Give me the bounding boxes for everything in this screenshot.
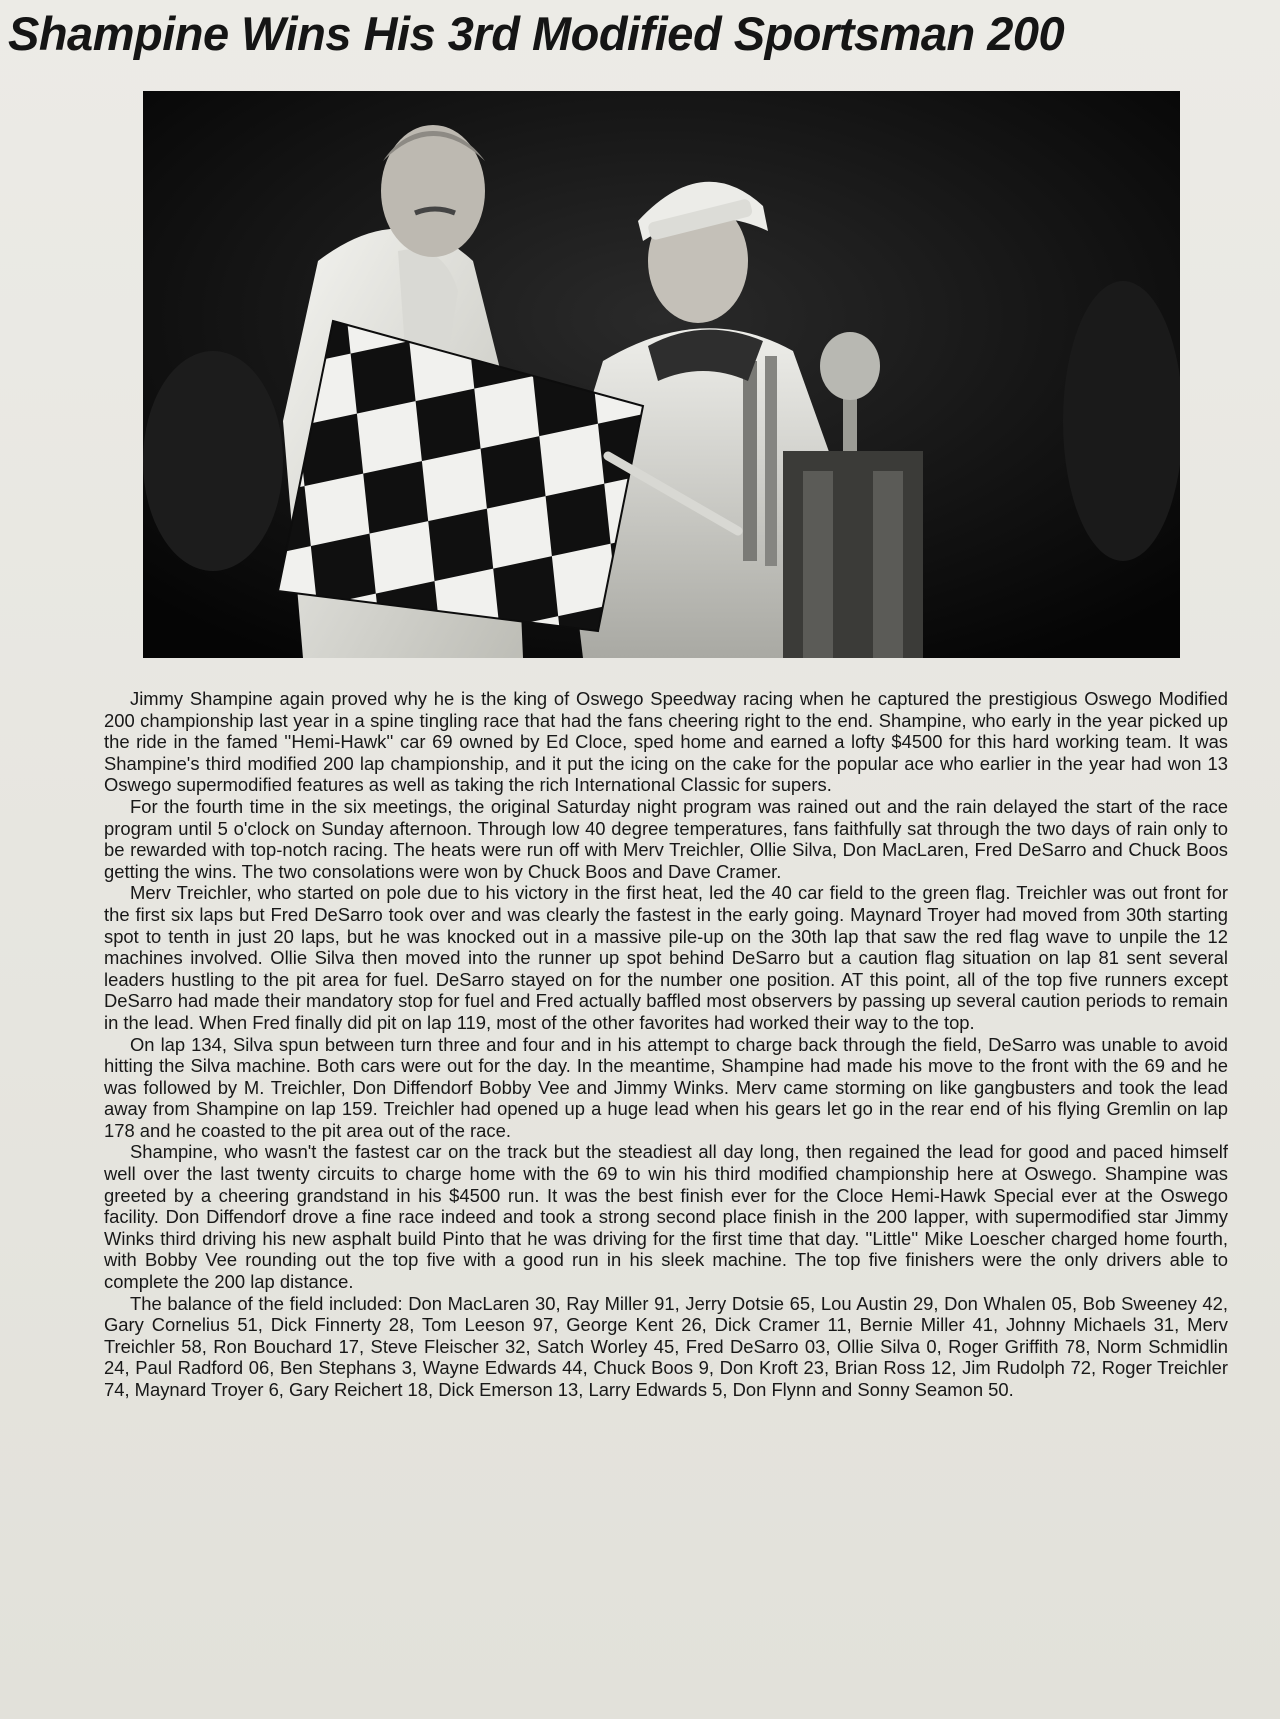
bleed-through-texture: [1220, 440, 1225, 460]
race-winner-photo: [143, 91, 1180, 658]
article-paragraph: Merv Treichler, who started on pole due to his victory in the first heat, led the 40 car field to the green flag. Treichler was out front for the first six laps but Fred DeSarro took over and was clearly the fastest in the early going. Maynard Troyer had moved from 30th starting spot to tenth in just 20 laps, but he was knocked out in a massive pile-up on the 30th lap that saw the red flag wave to unpile the 12 machines involved. Ollie Silva then moved into the runner up spot behind DeSarro but a caution flag situation on lap 81 sent several leaders hustling to the pit area for fuel. DeSarro stayed on for the number one position. AT this point, all of the top five runners except DeSarro had made their mandatory stop for fuel and Fred actually baffled most observers by passing up several caution periods to remain in the lead. When Fred finally did pit on lap 119, most of the other favorites had worked their way to the top.: [104, 882, 1228, 1033]
article-paragraph: The balance of the field included: Don MacLaren 30, Ray Miller 91, Jerry Dotsie 65, Lou Austin 29, Don Whalen 05, Bob Sweeney 42, Gary Cornelius 51, Dick Finnerty 28, Tom Leeson 97, George Kent 26, Dick Cramer 11, Bernie Miller 41, Johnny Michaels 31, Merv Treichler 58, Ron Bouchard 17, Steve Fleischer 32, Satch Worley 45, Fred DeSarro 03, Ollie Silva 0, Roger Griffith 78, Norm Schmidlin 24, Paul Radford 06, Ben Stephans 3, Wayne Edwards 44, Chuck Boos 9, Don Kroft 23, Brian Ross 12, Jim Rudolph 72, Roger Treichler 74, Maynard Troyer 6, Gary Reichert 18, Dick Emerson 13, Larry Edwards 5, Don Flynn and Sonny Seamon 50.: [104, 1292, 1228, 1400]
article-paragraph: Shampine, who wasn't the fastest car on the track but the steadiest all day long, then regained the lead for good and paced himself well over the last twenty circuits to charge home with the 69 to win his third modified championship here at Oswego. Shampine was greeted by a cheering grandstand in his $4500 run. It was the best finish ever for the Cloce Hemi-Hawk Special ever at the Oswego facility. Don Diffendorf drove a fine race indeed and took a strong second place finish in the 200 lapper, with supermodified star Jimmy Winks third driving his new asphalt build Pinto that he was driving for the first time that day. ''Little'' Mike Loescher charged home fourth, with Bobby Vee rounding out the top five with a good run in his sleek machine. The top five finishers were the only drivers able to complete the 200 lap distance.: [104, 1141, 1228, 1293]
article-body: [104, 688, 1228, 1401]
article-paragraph: Jimmy Shampine again proved why he is the king of Oswego Speedway racing when he captured the prestigious Oswego Modified 200 championship last year in a spine tingling race that had the fans cheering right to the end. Shampine, who early in the year picked up the ride in the famed ''Hemi-Hawk'' car 69 owned by Ed Cloce, sped home and earned a lofty $4500 for this hard working team. It was Shampine's third modified 200 lap championship, and it put the icing on the cake for the popular ace who earlier in the year had won 13 Oswego supermodified features as well as taking the rich International Classic for supers.: [104, 688, 1228, 796]
article-paragraph: On lap 134, Silva spun between turn three and four and in his attempt to charge back through the field, DeSarro was unable to avoid hitting the Silva machine. Both cars were out for the day. In the meantime, Shampine had made his move to the front with the 69 and he was followed by M. Treichler, Don Diffendorf Bobby Vee and Jimmy Winks. Merv came storming on like gangbusters and took the lead away from Shampine on lap 159. Treichler had opened up a huge lead when his gears let go in the rear end of his flying Gremlin on lap 178 and he coasted to the pit area out of the race.: [104, 1033, 1228, 1141]
article-paragraph: For the fourth time in the six meetings, the original Saturday night program was rained out and the rain delayed the start of the race program until 5 o'clock on Sunday afternoon. Through low 40 degree temperatures, fans faithfully sat through the two days of rain only to be rewarded with top-notch racing. The heats were run off with Merv Treichler, Ollie Silva, Don MacLaren, Fred DeSarro and Chuck Boos getting the wins. The two consolations were won by Chuck Boos and Dave Cramer.: [104, 795, 1228, 882]
headline: Shampine Wins His 3rd Modified Sportsman 200: [8, 7, 1065, 60]
